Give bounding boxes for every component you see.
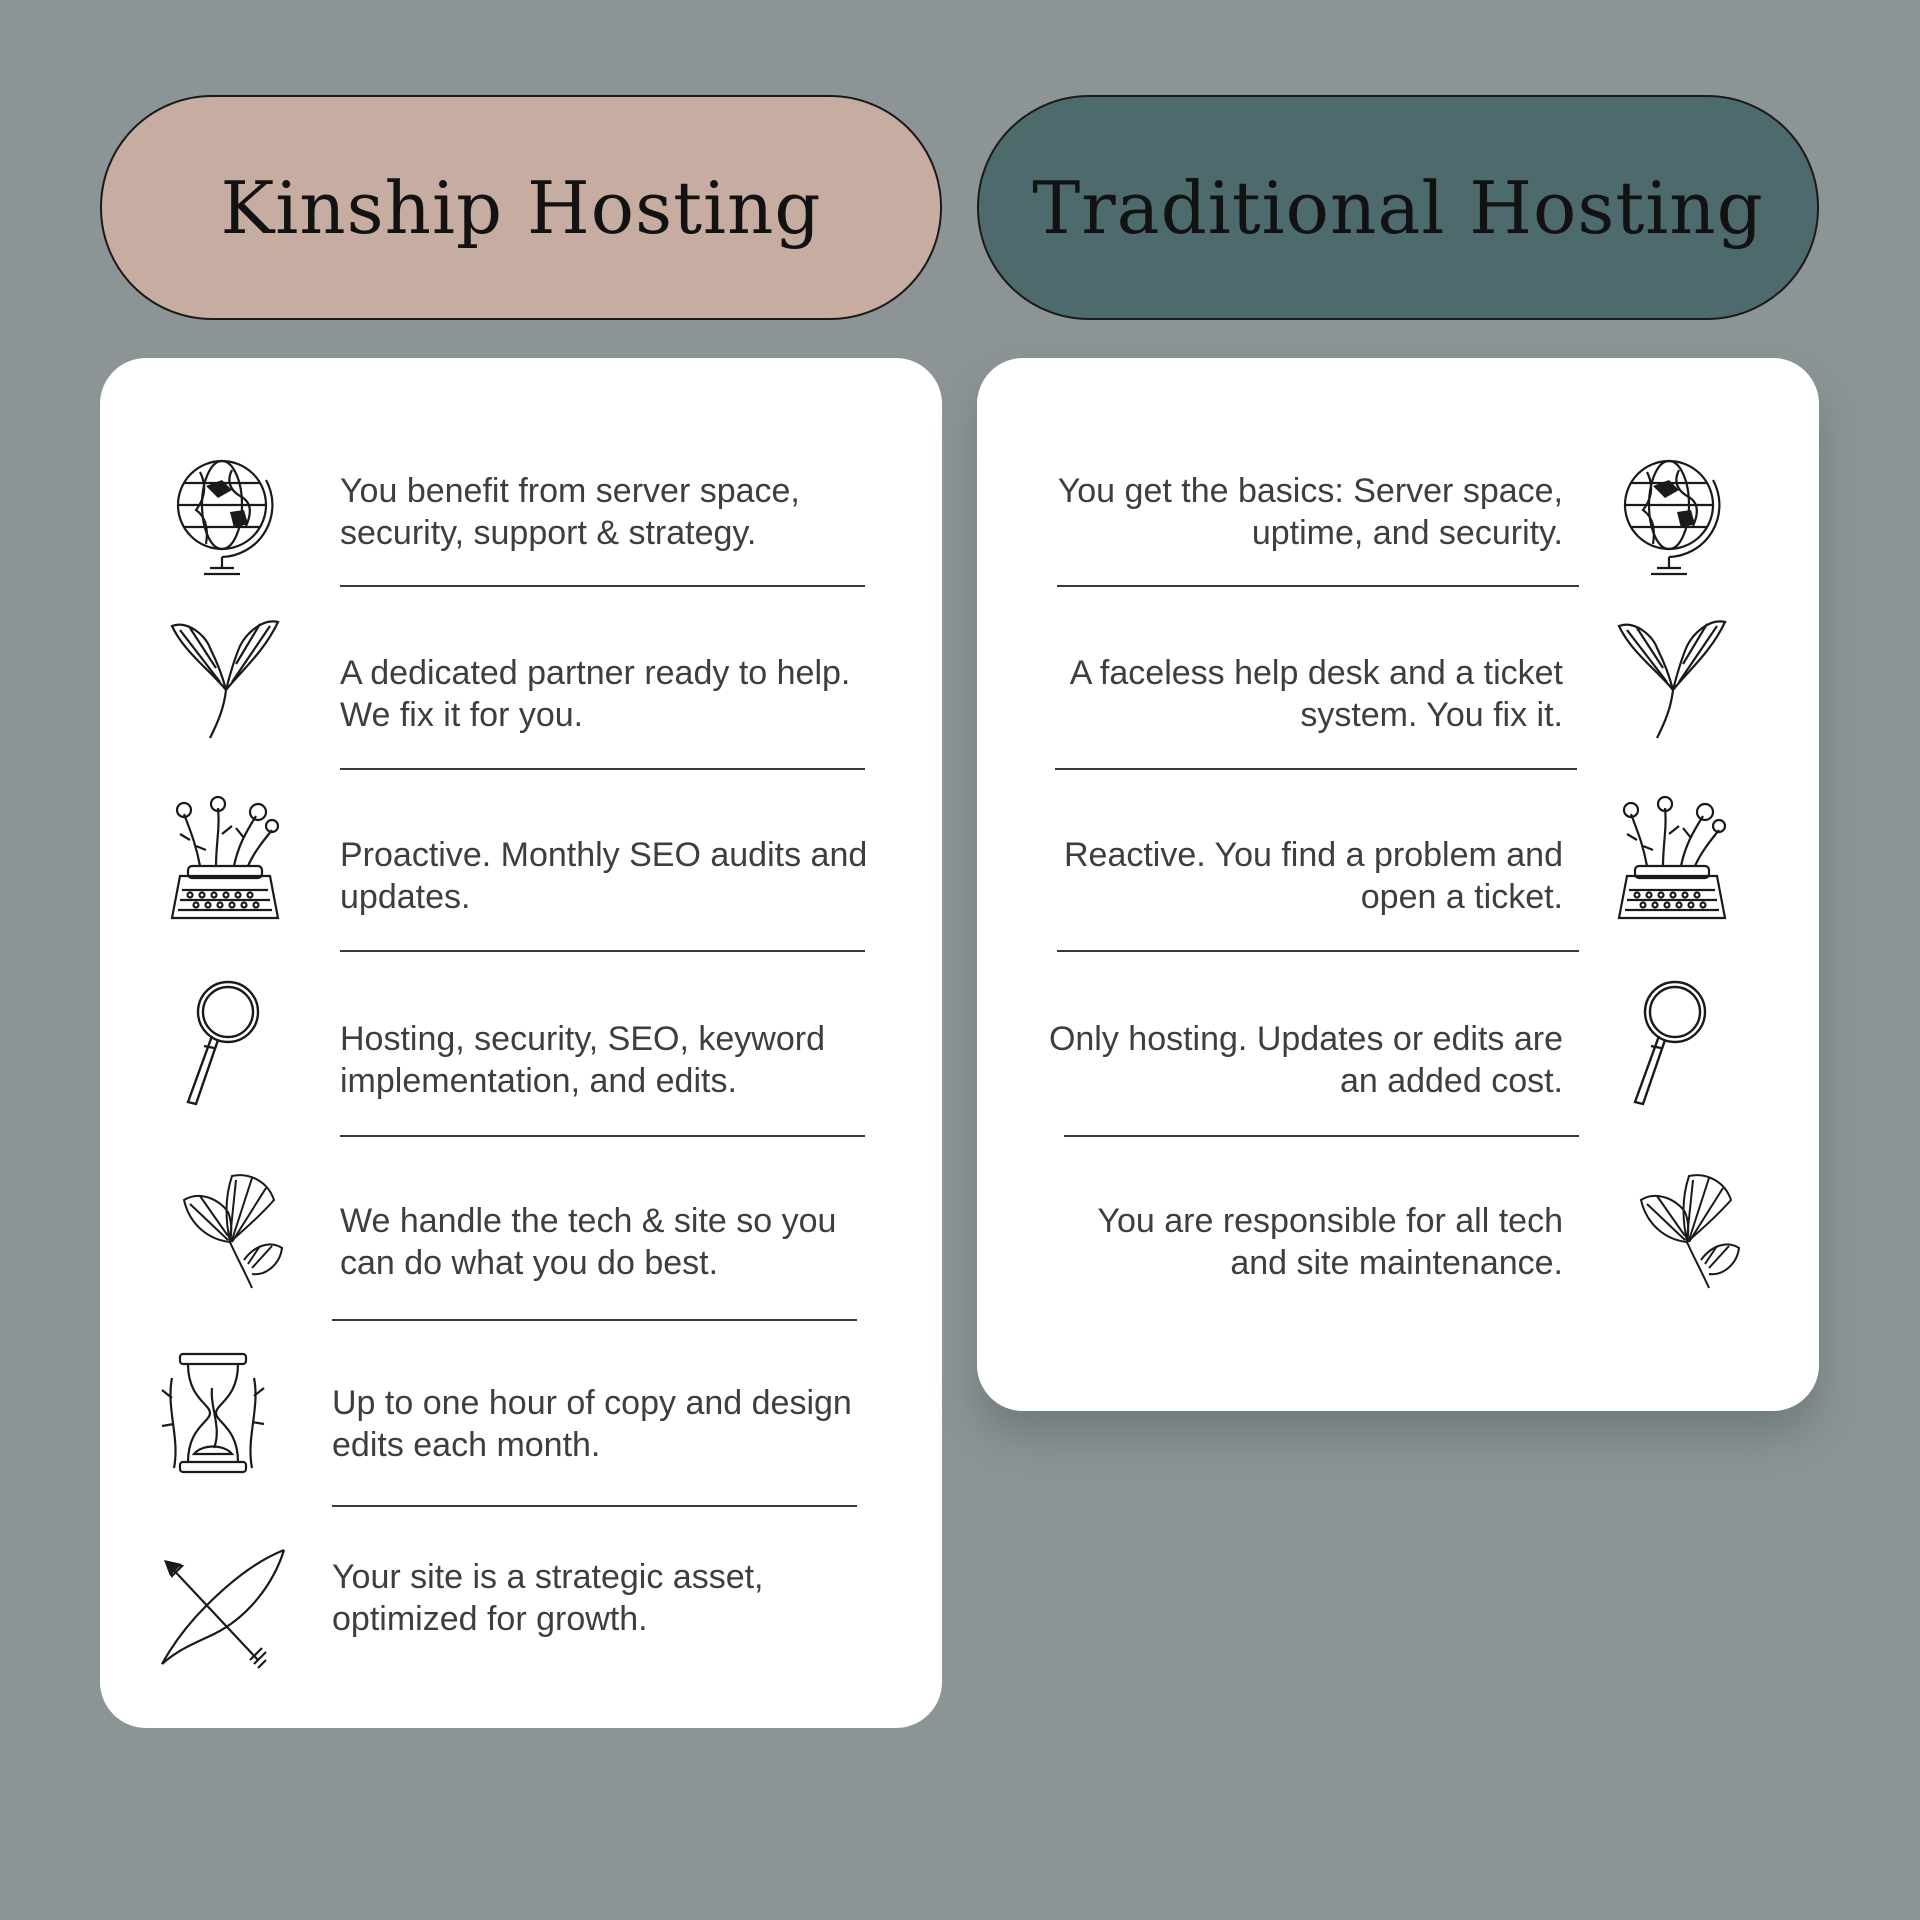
kinship-item xyxy=(100,612,942,762)
kinship-title: Kinship Hosting xyxy=(220,165,822,250)
kinship-item xyxy=(100,450,942,600)
magnifying-glass-icon xyxy=(160,978,290,1108)
divider xyxy=(1055,768,1577,770)
kinship-item-text: Hosting, security, SEO, keyword implementation, and edits. xyxy=(340,1020,825,1100)
divider xyxy=(340,1135,865,1137)
kinship-item-text: A dedicated partner ready to help. We fix it for you. xyxy=(340,654,851,734)
divider xyxy=(340,768,865,770)
kinship-card xyxy=(100,358,942,1728)
traditional-item-text: Reactive. You find a problem and open a ticket. xyxy=(1063,836,1563,916)
divider xyxy=(340,585,865,587)
kinship-item-text: Proactive. Monthly SEO audits and updates. xyxy=(340,836,868,916)
traditional-item-text: You get the basics: Server space, uptime, and security. xyxy=(1057,472,1563,552)
kinship-header xyxy=(100,95,942,320)
magnifying-glass-icon xyxy=(1607,978,1737,1108)
divider xyxy=(1057,585,1579,587)
divider xyxy=(332,1505,857,1507)
maple-seed-icon xyxy=(1607,612,1737,742)
traditional-item xyxy=(977,978,1819,1128)
traditional-item-text: Only hosting. Updates or edits are an added cost. xyxy=(1048,1020,1563,1100)
kinship-item-text: Your site is a strategic asset, optimized for growth. xyxy=(332,1558,764,1638)
traditional-card xyxy=(977,358,1819,1411)
traditional-item xyxy=(977,794,1819,944)
ginkgo-leaves-icon xyxy=(160,1160,290,1290)
traditional-title: Traditional Hosting xyxy=(1032,165,1764,250)
globe-icon xyxy=(160,450,290,580)
bow-arrow-icon xyxy=(158,1542,288,1672)
divider xyxy=(1057,950,1579,952)
typewriter-flowers-icon xyxy=(1607,794,1737,924)
kinship-item xyxy=(100,1348,942,1498)
kinship-item xyxy=(100,978,942,1128)
traditional-item-text: You are responsible for all tech and site maintenance. xyxy=(1097,1202,1563,1282)
kinship-item xyxy=(100,1542,942,1692)
traditional-header xyxy=(977,95,1819,320)
maple-seed-icon xyxy=(160,612,290,742)
ginkgo-leaves-icon xyxy=(1617,1160,1747,1290)
traditional-item xyxy=(977,612,1819,762)
divider xyxy=(1064,1135,1579,1137)
typewriter-flowers-icon xyxy=(160,794,290,924)
globe-icon xyxy=(1607,450,1737,580)
kinship-item-text: You benefit from server space, security, support & strategy. xyxy=(340,472,800,552)
traditional-item-text: A faceless help desk and a ticket system. You fix it. xyxy=(1069,654,1563,734)
kinship-item xyxy=(100,794,942,944)
kinship-item-text: Up to one hour of copy and design edits each month. xyxy=(332,1384,852,1464)
traditional-item xyxy=(977,450,1819,600)
divider xyxy=(332,1319,857,1321)
traditional-item xyxy=(977,1160,1819,1310)
kinship-item-text: We handle the tech & site so you can do what you do best. xyxy=(340,1202,837,1282)
divider xyxy=(340,950,865,952)
hourglass-icon xyxy=(152,1348,282,1478)
kinship-item xyxy=(100,1160,942,1310)
